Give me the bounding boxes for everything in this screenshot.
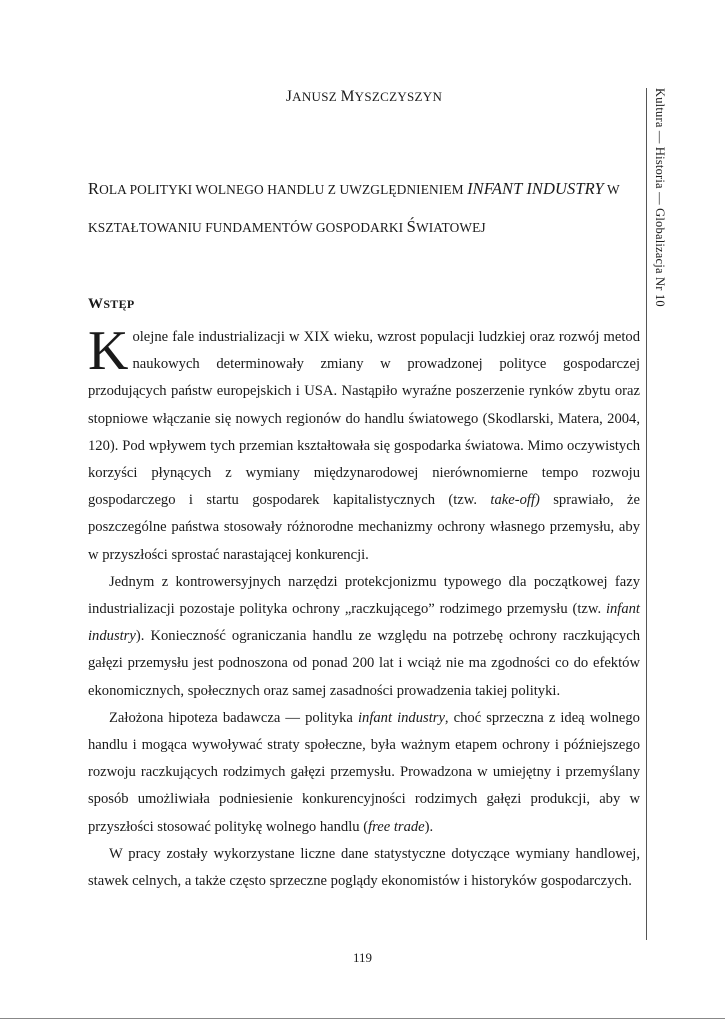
running-head-journal: Kultura — Historia — Globalizacja Nr 10 [653, 88, 667, 307]
paragraph-3-text-c: ). [424, 818, 434, 835]
paragraph-4: W pracy zostały wykorzystane liczne dane statystyczne dotyczące wymiany handlowej, stawek celnych, a także często sprzeczne poglądy ekonomistów i historyków gospodarczych. [88, 845, 640, 890]
paragraph-3-text-a: Założona hipoteza badawcza — polityka [109, 709, 358, 726]
body-text [88, 320, 640, 895]
title-part-1: OLA POLITYKI WOLNEGO HANDLU Z UWZGLĘDNIENIEM [99, 182, 468, 197]
paragraph-3-italic-free-trade: free trade [368, 818, 425, 835]
author-surname-initial: M [340, 88, 355, 105]
title-part-2: W KSZTAŁTOWANIU FUNDAMENTÓW GOSPODARKI [88, 182, 620, 235]
page-number: 119 [352, 950, 373, 965]
article-title [88, 170, 640, 246]
paragraph-3 [88, 705, 640, 841]
author-initial: J [285, 88, 293, 105]
paragraph-1-text-b: sprawiało, że poszczególne państwa stosowały różnorodne mechanizmy ochrony własnego przemysłu, aby w przyszłości sprostać narastającej konkurencji. [88, 492, 640, 563]
footer-rule [0, 1018, 725, 1019]
author-first-rest: ANUSZ [292, 89, 341, 104]
paragraph-1 [88, 320, 640, 569]
title-part-3: WIATOWEJ [415, 220, 486, 235]
sidebar-rule [646, 88, 647, 940]
author-name [88, 88, 640, 106]
paragraph-2-italic: infant industry [88, 601, 640, 645]
paragraph-2 [88, 569, 640, 705]
paragraph-3-text-b: , choć sprzeczna z ideą wolnego handlu i mogąca wywoływać straty społeczne, była ważnym etapem ochrony i późniejszego rozwoju raczkujących rodzimych gałęzi przemysłu. Prowadzona w umiejętny i przemyślany sposób umożliwiała podniesienie konkurencyjności rodzimych gałęzi produkcji, aby w przyszłości stosować politykę wolnego handlu ( [88, 709, 640, 835]
section-heading [88, 296, 135, 313]
author-surname-rest: YSZCZYSZYN [354, 89, 443, 104]
title-cap-r: R [88, 179, 100, 198]
paragraph-3-italic: infant industry [357, 709, 445, 726]
title-cap-s: Ś [406, 217, 416, 236]
paragraph-1-text-a: olejne fale industrializacji w XIX wieku, wzrost populacji ludzkiej oraz rozwój metod naukowych determinowały zmiany w prowadzonej polityce gospodarczej przodujących państw europejskich i USA. Nastąpiło wyraźne poszerzenie rynków zbytu oraz stopniowe włączanie się nowych regionów do handlu światowego (Skodlarski, Matera, 2004, 120). Pod wpływem tych przemian kształtowała się gospodarka światowa. Mimo oczywistych korzyści płynących z wymiany międzynarodowej nierównomierne tempo rozwoju gospodarczego i startu gospodarek kapitalistycznych (tzw. [88, 329, 640, 509]
paragraph-1-italic: take-off) [490, 492, 540, 509]
title-italic-infant-industry: INFANT INDUSTRY [467, 179, 604, 198]
section-heading-cap: W [88, 296, 104, 312]
drop-cap: K [88, 320, 129, 382]
section-heading-rest: STĘP [103, 297, 135, 311]
paragraph-2-text-b: ). Konieczność ograniczania handlu ze względu na potrzebę ochrony raczkujących gałęzi przemysłu jest podnoszona od ponad 200 lat i wciąż nie ma zgodności co do efektów ekonomicznych, społecznych oraz samej zasadności prowadzenia takiej polityki. [88, 628, 640, 699]
paragraph-2-text-a: Jednym z kontrowersyjnych narzędzi protekcjonizmu typowego dla początkowej fazy industrializacji pozostaje polityka ochrony „raczkującego” rodzimego przemysłu (tzw. [88, 573, 640, 618]
